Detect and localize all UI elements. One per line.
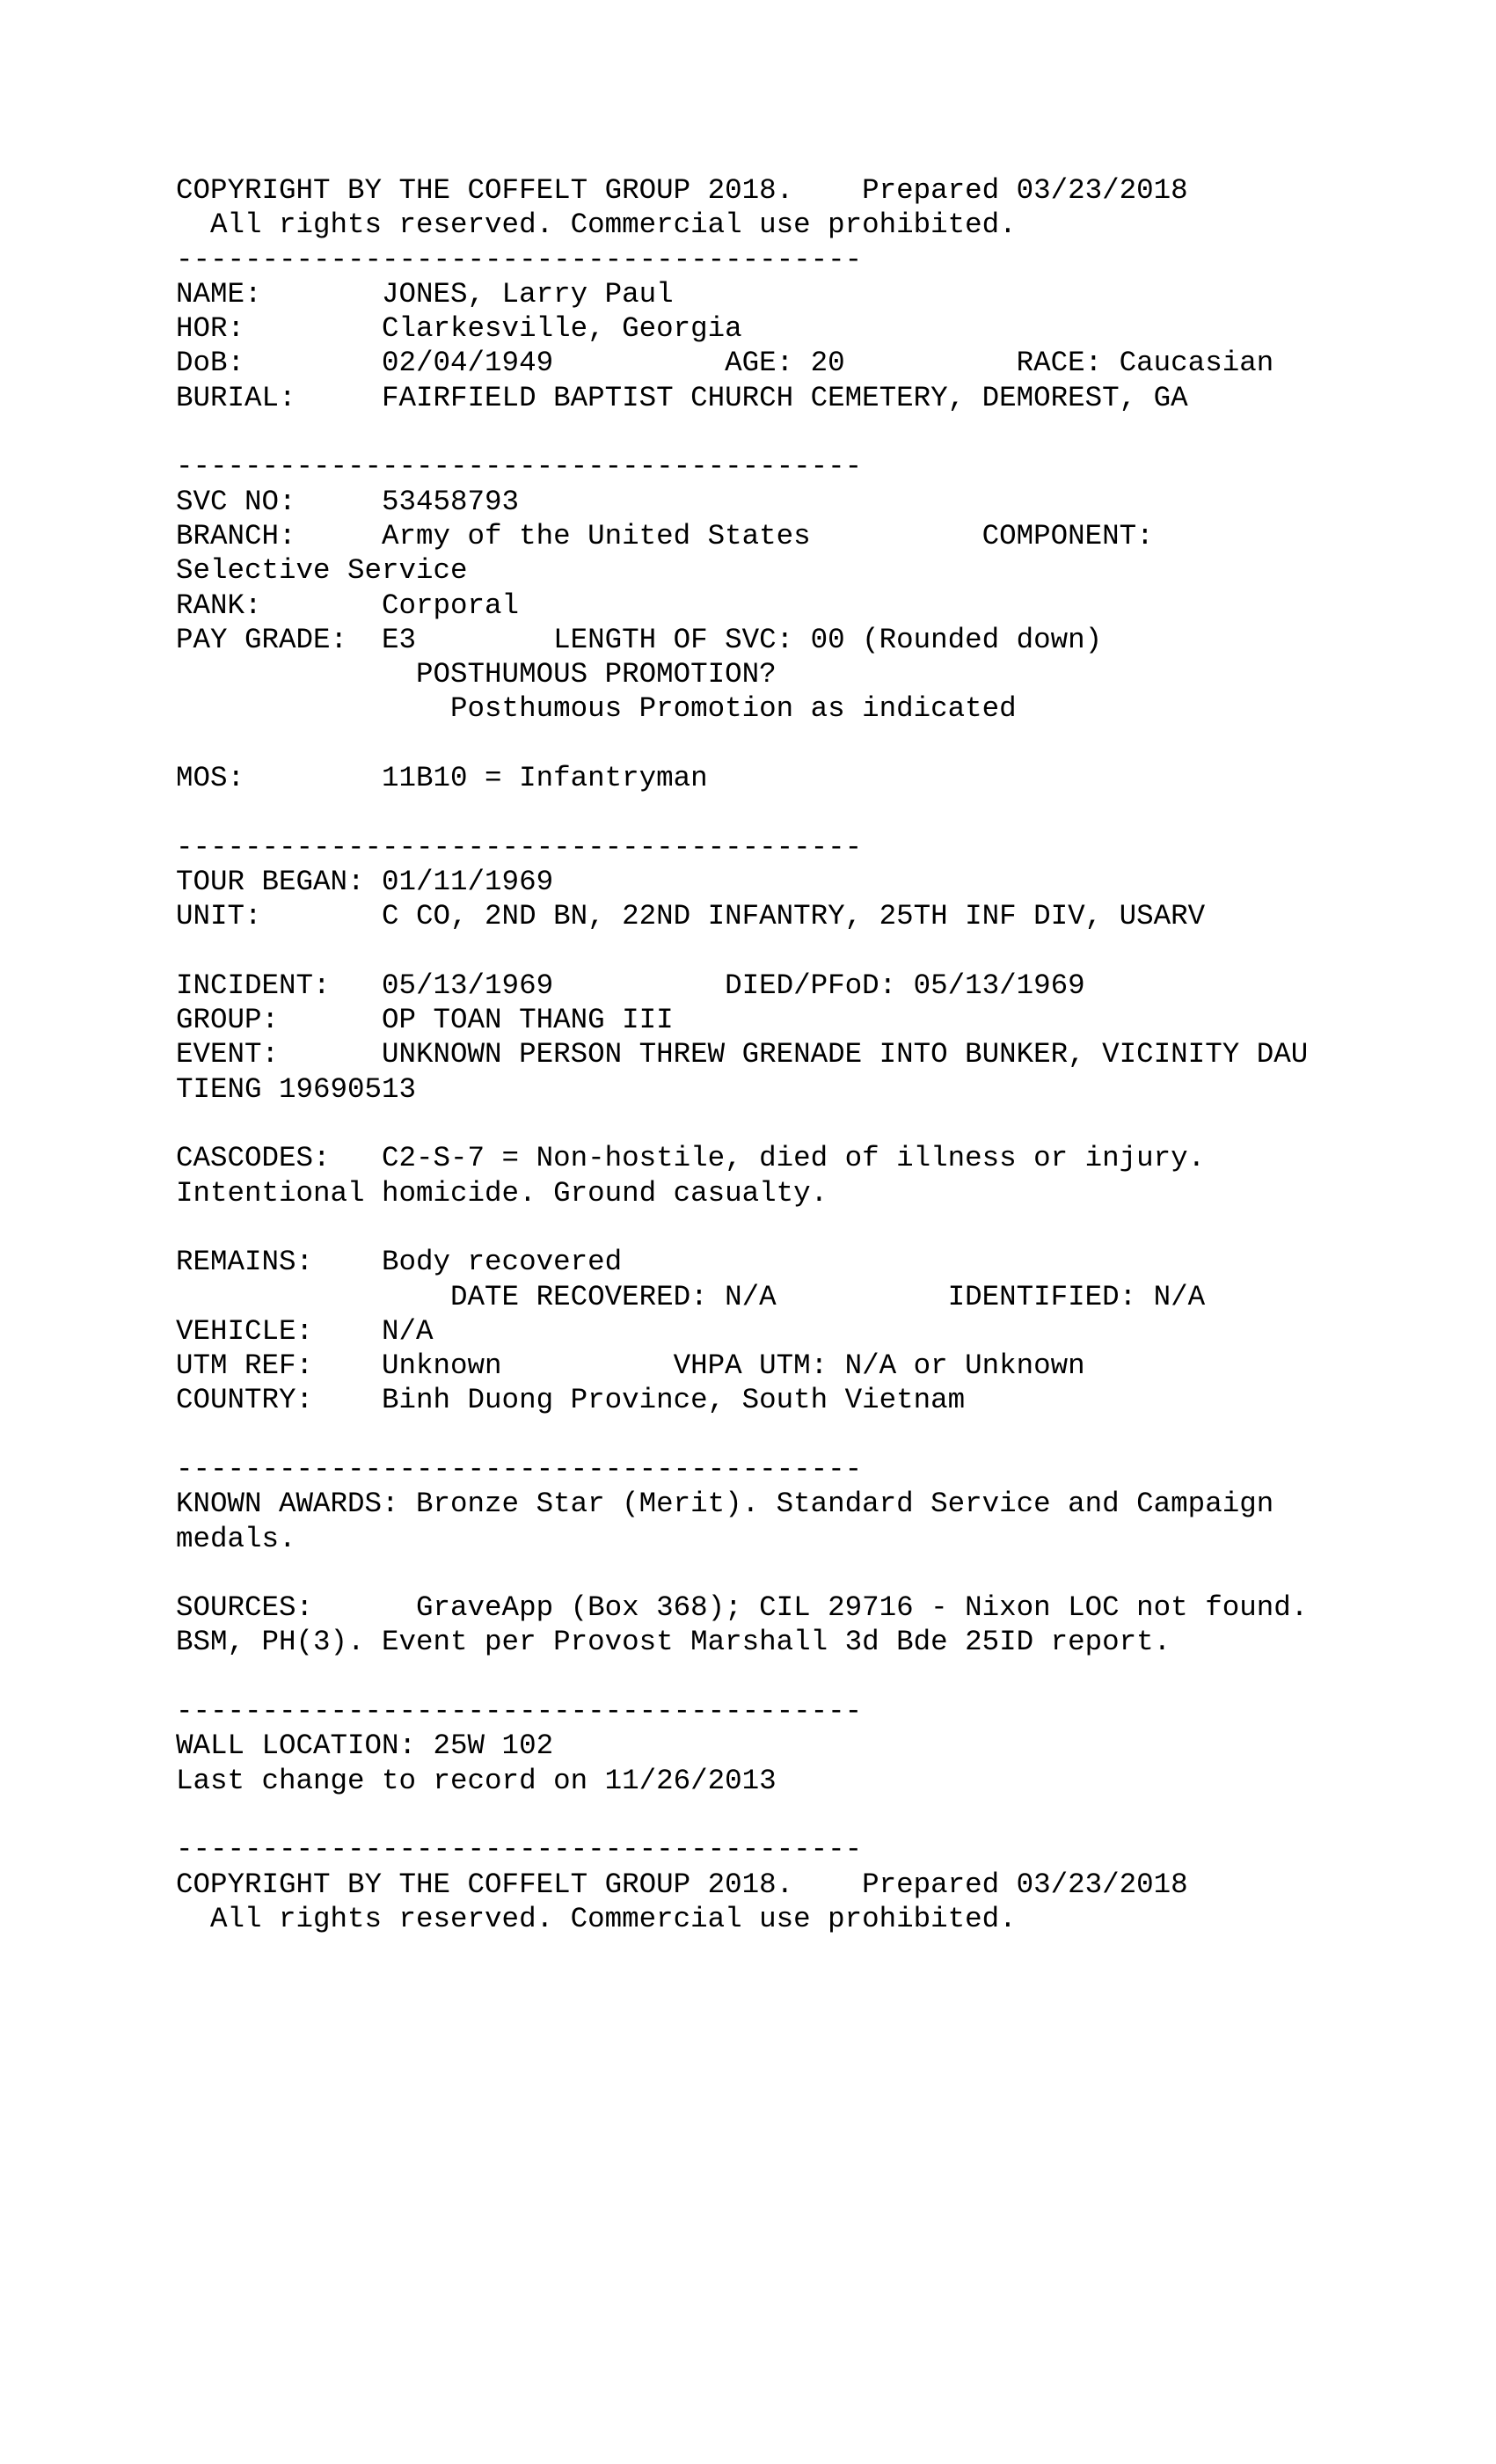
blank-line [176,1660,1496,1694]
blank-line [176,795,1496,830]
line-mos: MOS: 11B10 = Infantryman [176,762,708,795]
line-event-wrap: TIENG 19690513 [176,1072,417,1106]
line-date-recovered-identified: DATE RECOVERED: N/A IDENTIFIED: N/A [176,1280,1206,1313]
line-known-awards-wrap: medals. [176,1522,296,1555]
blank-line [176,1418,1496,1452]
line-burial: BURIAL: FAIRFIELD BAPTIST CHURCH CEMETERY, DEMOREST, GA [176,381,1188,414]
line-branch-wrap: Selective Service [176,554,468,588]
line-unit: UNIT: C CO, 2ND BN, 22ND INFANTRY, 25TH INF DIV, USARV [176,900,1206,933]
line-copyright-bottom: COPYRIGHT BY THE COFFELT GROUP 2018. Prepared 03/23/2018 [176,1868,1188,1901]
line-group: GROUP: OP TOAN THANG III [176,1004,674,1037]
blank-line [176,727,1496,761]
line-remains: REMAINS: Body recovered [176,1246,623,1279]
blank-line [176,1107,1496,1141]
divider: ---------------------------------------- [176,830,863,864]
blank-line [176,415,1496,450]
line-svc-no: SVC NO: 53458793 [176,485,520,518]
line-posthumous-promotion-note: Posthumous Promotion as indicated [176,692,1017,726]
line-rights-top: All rights reserved. Commercial use prohibited. [176,208,1017,242]
line-rights-bottom: All rights reserved. Commercial use prohibited. [176,1902,1017,1935]
divider: ---------------------------------------- [176,243,863,276]
line-utm-ref-vhpa: UTM REF: Unknown VHPA UTM: N/A or Unknown [176,1349,1085,1383]
blank-line [176,1798,1496,1832]
line-sources-wrap: BSM, PH(3). Event per Provost Marshall 3d Bde 25ID report. [176,1626,1171,1659]
line-copyright-top: COPYRIGHT BY THE COFFELT GROUP 2018. Prepared 03/23/2018 [176,174,1188,207]
line-vehicle: VEHICLE: N/A [176,1314,434,1348]
line-pay-grade-length-svc: PAY GRADE: E3 LENGTH OF SVC: 00 (Rounded down) [176,623,1103,656]
line-cascodes-wrap: Intentional homicide. Ground casualty. [176,1176,828,1210]
divider: ---------------------------------------- [176,1695,863,1729]
line-incident-died: INCIDENT: 05/13/1969 DIED/PFoD: 05/13/1969 [176,969,1085,1002]
line-posthumous-promotion-question: POSTHUMOUS PROMOTION? [176,658,777,691]
line-cascodes: CASCODES: C2-S-7 = Non-hostile, died of illness or injury. [176,1142,1206,1175]
line-dob-age-race: DoB: 02/04/1949 AGE: 20 RACE: Caucasian [176,347,1274,380]
line-known-awards: KNOWN AWARDS: Bronze Star (Merit). Standard Service and Campaign [176,1488,1274,1521]
line-sources: SOURCES: GraveApp (Box 368); CIL 29716 - Nixon LOC not found. [176,1591,1309,1625]
line-rank: RANK: Corporal [176,589,520,622]
divider: ---------------------------------------- [176,1833,863,1867]
line-tour-began: TOUR BEGAN: 01/11/1969 [176,865,554,898]
line-hor: HOR: Clarkesville, Georgia [176,312,742,346]
blank-line [176,1556,1496,1590]
blank-line [176,1210,1496,1245]
line-last-change: Last change to record on 11/26/2013 [176,1764,777,1797]
divider: ---------------------------------------- [176,450,863,484]
line-country: COUNTRY: Binh Duong Province, South Vietnam [176,1384,966,1417]
line-event: EVENT: UNKNOWN PERSON THREW GRENADE INTO BUNKER, VICINITY DAU [176,1038,1309,1071]
line-branch-component: BRANCH: Army of the United States COMPONENT: [176,519,1154,552]
blank-line [176,934,1496,969]
line-name: NAME: JONES, Larry Paul [176,277,674,311]
line-wall-location: WALL LOCATION: 25W 102 [176,1729,554,1763]
divider: ---------------------------------------- [176,1452,863,1486]
